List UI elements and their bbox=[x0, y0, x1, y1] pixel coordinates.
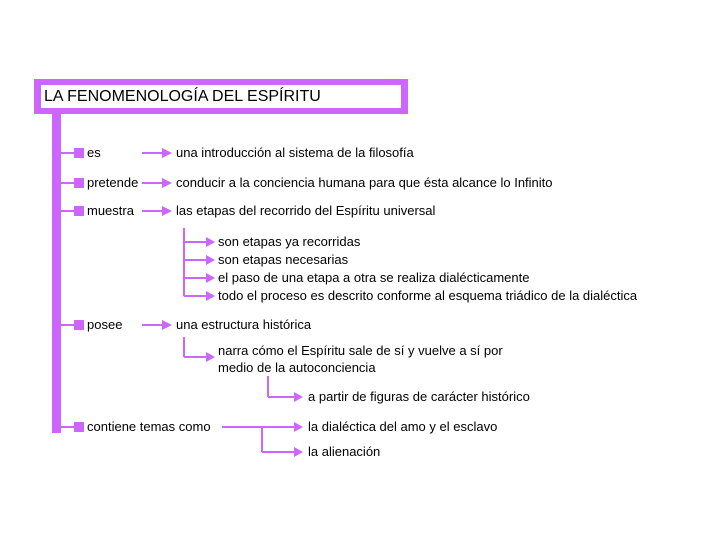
row-value-muestra: las etapas del recorrido del Espíritu universal bbox=[176, 203, 436, 218]
stage-item-4: todo el proceso es descrito conforme al esquema triádico de la dialéctica bbox=[218, 288, 638, 303]
arrowhead-stage-2 bbox=[206, 255, 215, 265]
row-label-muestra: muestra bbox=[87, 203, 134, 218]
stage-item-1: son etapas ya recorridas bbox=[218, 234, 361, 249]
stage-item-2: son etapas necesarias bbox=[218, 252, 349, 267]
main-trunk bbox=[52, 113, 61, 433]
marker-posee bbox=[74, 320, 84, 330]
arrowhead-temas-1 bbox=[294, 422, 303, 432]
row-label-es: es bbox=[87, 145, 101, 160]
row-label-temas: contiene temas como bbox=[87, 419, 211, 434]
arrowhead-muestra bbox=[162, 206, 172, 216]
arrowhead-posee-detail bbox=[206, 352, 215, 362]
arrowhead-temas-2 bbox=[294, 447, 303, 457]
arrowhead-stage-4 bbox=[206, 291, 215, 301]
row-label-posee: posee bbox=[87, 317, 123, 332]
row-label-pretende: pretende bbox=[87, 175, 139, 190]
tema-item-2: la alienación bbox=[308, 444, 381, 459]
posee-detail-line-2: medio de la autoconciencia bbox=[218, 360, 376, 375]
arrowhead-stage-3 bbox=[206, 273, 215, 283]
marker-temas bbox=[74, 422, 84, 432]
tema-item-1: la dialéctica del amo y el esclavo bbox=[308, 419, 498, 434]
marker-es bbox=[74, 148, 84, 158]
arrowhead-posee bbox=[162, 320, 172, 330]
row-value-pretende: conducir a la conciencia humana para que ésta alcance lo Infinito bbox=[176, 175, 553, 190]
row-value-posee: una estructura histórica bbox=[176, 317, 312, 332]
arrowhead-stage-1 bbox=[206, 237, 215, 247]
arrowhead-pretende bbox=[162, 178, 172, 188]
marker-muestra bbox=[74, 206, 84, 216]
row-value-es: una introducción al sistema de la filosofía bbox=[176, 145, 414, 160]
posee-detail-line-1: narra cómo el Espíritu sale de sí y vuelve a sí por bbox=[218, 343, 503, 358]
arrowhead-es bbox=[162, 148, 172, 158]
arrowhead-figures bbox=[294, 392, 303, 402]
stage-item-3: el paso de una etapa a otra se realiza dialécticamente bbox=[218, 270, 530, 285]
posee-figures: a partir de figuras de carácter histórico bbox=[308, 389, 530, 404]
marker-pretende bbox=[74, 178, 84, 188]
page-title: LA FENOMENOLOGÍA DEL ESPÍRITU bbox=[41, 85, 401, 108]
